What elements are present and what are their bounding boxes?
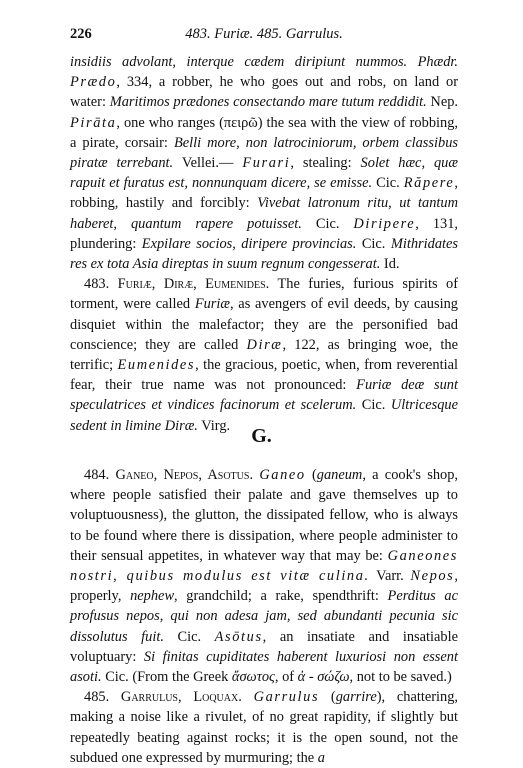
term: Asōtus (214, 628, 263, 645)
running-title: 483. Furiæ. 485. Garrulus. (185, 26, 343, 42)
entry-heading: Ganeo, Nepos, Asotus. (115, 467, 254, 483)
term: a (317, 749, 325, 766)
lower-text-block (70, 465, 458, 768)
citation: Cic. (372, 175, 404, 192)
term: Diræ (246, 336, 283, 353)
quote: Solet hæc, quæ rapuit et furatus est, nonnunquam dicere, se emisse. (70, 155, 458, 192)
text: , as avengers of evil deeds, by causing disquiet within the malefactor; they are the personified bad conscience; they are called (70, 296, 458, 353)
quote: Vivebat latronum ritu, ut tantum haberet, quantum rapere potuisset. (70, 195, 458, 232)
text: , properly, (70, 568, 458, 605)
entry-heading: Garrulus, Loquax. (120, 689, 242, 706)
page-number: 226 (70, 26, 92, 42)
citation: Cic. (163, 628, 215, 645)
quote: Belli more, non latrociniorum, orbem classibus piratæ terrebant. (70, 134, 458, 172)
term: Furiæ (194, 296, 230, 313)
text: , 334, a robber, he who goes out and robs, on land or water: (70, 74, 458, 111)
quote: Expilare socios, diripere provincias. (141, 235, 357, 252)
term: Eumenides (117, 357, 196, 374)
greek-term: ἄσωτος (231, 669, 275, 686)
entry-number: 483. (84, 276, 118, 293)
term: garrire (335, 689, 377, 706)
greek-term: ἀ - σώζω (297, 669, 350, 686)
headword-diripere: Diripere (353, 215, 416, 232)
text: ( (319, 689, 336, 706)
entry-484 (70, 465, 458, 687)
citation: Nep. (426, 94, 459, 111)
upper-text-block (70, 52, 458, 436)
section-letter-heading: G. (251, 425, 272, 447)
citation: Virg. (197, 417, 231, 434)
quote: Maritimos prædones consectando mare tutum reddidit. (109, 94, 427, 111)
text: , one who ranges (πειρῶ) the sea with the view of robbing, a pirate, corsair: (70, 114, 458, 151)
quote: Ultricesque sedent in limine Diræ. (70, 397, 459, 434)
citation: Cic. (From the Greek (101, 669, 232, 686)
headword-pirata: Pirāta (70, 114, 117, 131)
text: , 131, plundering: (70, 215, 458, 252)
term: Garrulus (253, 689, 320, 706)
text: , stealing: (290, 155, 361, 172)
term: Nepos (410, 568, 455, 585)
text: , grandchild; a rake, spendthrift: (174, 588, 388, 605)
entry-number: 484. (84, 467, 116, 483)
citation: Id. (380, 256, 400, 273)
quote: Si finitas cupiditates haberent luxuriosi non essent asoti. (70, 648, 458, 686)
quote: Perditus ac profusus nepos, qui non adesa jam, sed abundanti pecunia sic dissolutus fuit. (70, 588, 458, 645)
headword-praedo: Prædo (70, 74, 117, 91)
citation: Cic. (301, 215, 354, 232)
text: , 122, as bringing woe, the terrific; (70, 336, 458, 374)
term: Ganeo (259, 467, 306, 483)
quote: Ganeones nostri, quibus modulus est vitæ culina. (70, 547, 458, 585)
text: , the gracious, poetic, when, from reverential fear, their true name was not pronounced: (70, 357, 458, 394)
entry-continuation (70, 52, 458, 274)
entry-483 (70, 274, 458, 436)
text: ( (305, 467, 317, 483)
text: ), chattering, making a noise like a rivulet, of no great rapidity, if slightly but repeatedly beating against rocks; it is the open sound, not the subdued one expressed by murmuring; the (70, 689, 458, 766)
term: nephew (130, 588, 175, 605)
headword-rapere: Răpere (403, 175, 455, 192)
quote-line: insidiis advolant, interque cædem diripiunt nummos. Phædr. (70, 54, 458, 70)
citation: Cic. (356, 397, 391, 414)
quote: Furiæ deæ sunt speculatrices et vindices facinorum et scelerum. (70, 377, 458, 414)
citation: Cic. (356, 235, 391, 252)
text: , not to be saved.) (349, 669, 452, 686)
headword-furari: Furari (242, 155, 291, 172)
entry-485 (70, 687, 458, 768)
text: , a cook's shop, where people satisfied their palate and gave themselves up to voluptuousness), the glutton, the dissipated fellow, who is always to be found where there is dissipation, where people administer to their sensual appetites, in whatever way that may be: (70, 467, 459, 564)
text: The furies, furious spirits of torment, were called (70, 276, 458, 313)
text: , of (274, 669, 298, 686)
term: ganeum (316, 467, 363, 483)
entry-number: 485. (84, 689, 121, 706)
quote: Mithridates res ex tota Asia direptas in suum regnum congesserat. (70, 235, 459, 273)
entry-heading: Furiæ, Diræ, Eumenides. (117, 276, 270, 293)
citation: Varr. (369, 568, 411, 585)
citation: Vellei.— (173, 155, 234, 172)
page-header (70, 26, 458, 48)
text: , an insatiate and insatiable voluptuary: (70, 628, 458, 665)
text: , robbing, hastily and forcibly: (70, 175, 458, 212)
